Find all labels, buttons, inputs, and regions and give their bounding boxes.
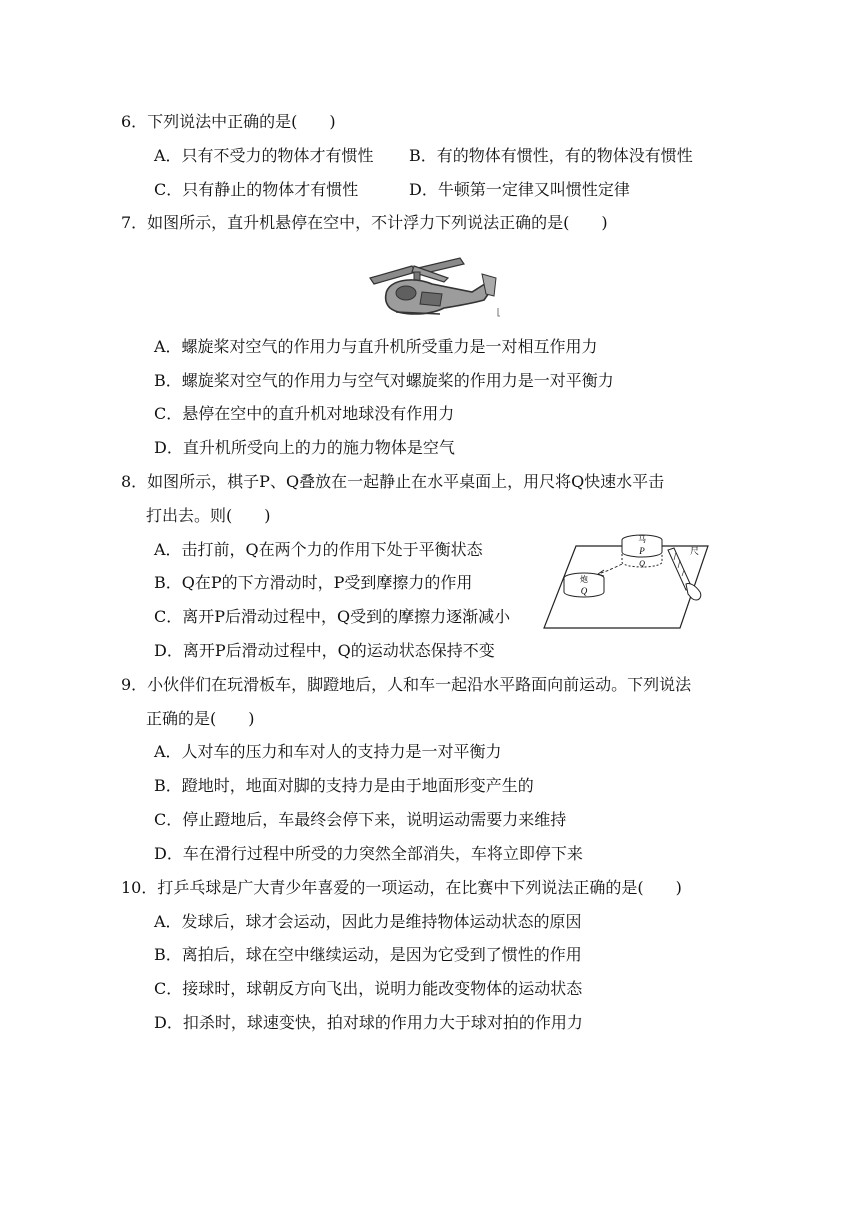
q9-stem-line1: 9．小伙伴们在玩滑板车，脚蹬地后，人和车一起沿水平路面向前运动。下列说法 (121, 675, 692, 694)
q6-stem: 6．下列说法中正确的是( ) (121, 112, 336, 131)
q8-option-c: C．离开P后滑动过程中，Q受到的摩擦力逐渐减小 (154, 607, 511, 626)
q10-option-a: A．发球后，球才会运动，因此力是维持物体运动状态的原因 (154, 912, 582, 931)
q10-option-c: C．接球时，球朝反方向飞出，说明力能改变物体的运动状态 (154, 979, 583, 998)
q9-option-c: C．停止蹬地后，车最终会停下来，说明运动需要力来维持 (154, 810, 567, 829)
q6-option-a: A．只有不受力的物体才有惯性 (154, 146, 374, 165)
moved-piece-label: 炮 (580, 575, 588, 584)
chess-pieces-figure (540, 530, 720, 640)
q8-stem-line2: 打出去。则( ) (146, 506, 271, 525)
top-piece-label: 马 (638, 535, 646, 544)
q9-option-a: A．人对车的压力和车对人的支持力是一对平衡力 (154, 742, 502, 761)
q9-option-b: B．蹬地时，地面对脚的支持力是由于地面形变产生的 (154, 776, 534, 795)
q10-option-d: D．扣杀时，球速变快，拍对球的作用力大于球对拍的作用力 (154, 1013, 583, 1032)
q9-stem-line2: 正确的是( ) (146, 709, 255, 728)
q10-stem: 10．打乒乓球是广大青少年喜爱的一项运动，在比赛中下列说法正确的是( ) (121, 878, 682, 897)
q7-option-d: D．直升机所受向上的力的施力物体是空气 (154, 438, 455, 457)
q-label: Q (639, 559, 645, 568)
q6-option-d: D．牛顿第一定律又叫惯性定律 (409, 180, 630, 199)
moved-q-label: Q (580, 586, 588, 596)
q8-option-b: B．Q在P的下方滑动时，P受到摩擦力的作用 (154, 573, 473, 592)
q8-stem-line1: 8．如图所示，棋子P、Q叠放在一起静止在水平桌面上，用尺将Q快速水平击 (121, 472, 665, 491)
q6-option-c: C．只有静止的物体才有惯性 (154, 180, 359, 199)
q9-option-d: D．车在滑行过程中所受的力突然全部消失，车将立即停下来 (154, 844, 583, 863)
q8-option-a: A．击打前，Q在两个力的作用下处于平衡状态 (154, 540, 483, 559)
q10-option-b: B．离拍后，球在空中继续运动，是因为它受到了惯性的作用 (154, 945, 582, 964)
p-label: P (639, 546, 645, 556)
q7-option-c: C．悬停在空中的直升机对地球没有作用力 (154, 404, 455, 423)
q7-option-a: A．螺旋桨对空气的作用力与直升机所受重力是一对相互作用力 (154, 337, 598, 356)
q7-stem: 7．如图所示，直升机悬停在空中，不计浮力下列说法正确的是( ) (121, 213, 608, 232)
q8-option-d: D．离开P后滑动过程中，Q的运动状态保持不变 (154, 641, 495, 660)
ruler-label: 尺 (690, 547, 700, 557)
q6-option-b: B．有的物体有惯性，有的物体没有惯性 (409, 146, 693, 165)
helicopter-figure (360, 252, 502, 322)
q7-option-b: B．螺旋桨对空气的作用力与空气对螺旋桨的作用力是一对平衡力 (154, 371, 614, 390)
